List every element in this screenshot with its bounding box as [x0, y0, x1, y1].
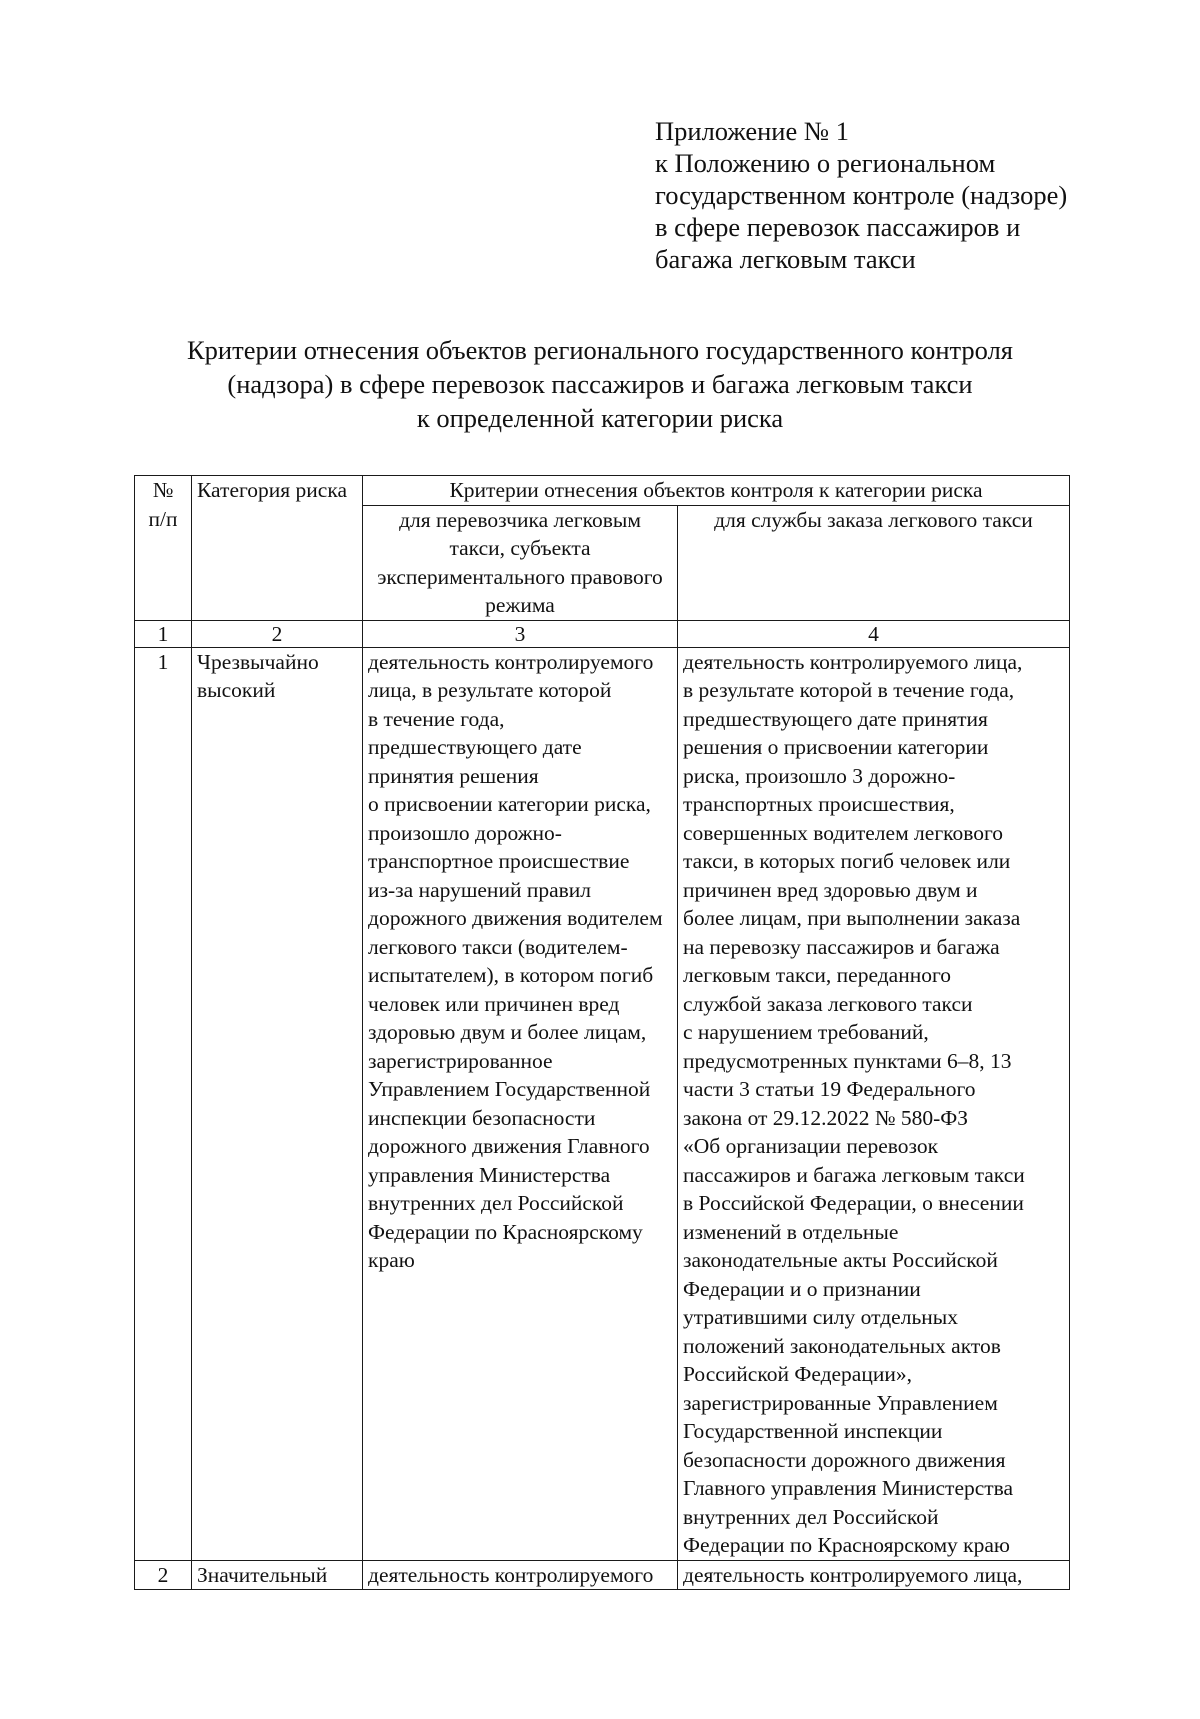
- header-carrier: [363, 505, 678, 620]
- cell-line: совершенных водителем легкового: [683, 820, 1004, 845]
- row-carrier-criteria: [363, 647, 678, 1560]
- title-line: Критерии отнесения объектов регионального государственного контроля: [187, 335, 1013, 365]
- cell-line: в результате которой в течение года,: [683, 678, 1015, 702]
- header-carrier-line: режима: [485, 593, 555, 617]
- appendix-line: государственном контроле (надзоре): [655, 180, 1068, 210]
- header-service: для службы заказа легкового такси: [678, 505, 1070, 620]
- cell-line: Значительный: [197, 1562, 328, 1587]
- header-criteria: Критерии отнесения объектов контроля к категории риска: [363, 476, 1070, 506]
- cell-line: испытателем), в котором погиб: [368, 963, 654, 987]
- cell-line: здоровью двум и более лицам,: [368, 1020, 647, 1044]
- cell-line: внутренних дел Российской: [683, 1504, 939, 1529]
- column-number: 2: [192, 620, 363, 647]
- cell-line: в Российской Федерации, о внесении: [683, 1191, 1024, 1215]
- cell-line: утратившими силу отдельных: [683, 1305, 958, 1329]
- cell-line: деятельность контролируемого лица,: [683, 649, 1023, 674]
- row-category: [192, 1560, 363, 1590]
- cell-line: зарегистрированное: [368, 1048, 553, 1073]
- header-carrier-line: для перевозчика легковым: [399, 507, 641, 532]
- row-num: 2: [135, 1560, 192, 1590]
- cell-line: закона от 29.12.2022 № 580-ФЗ: [683, 1105, 968, 1130]
- appendix-line: Приложение № 1: [655, 116, 850, 146]
- cell-line: службой заказа легкового такси: [683, 991, 973, 1016]
- table-row: [135, 647, 1070, 1560]
- cell-line: легковым такси, переданного: [683, 963, 952, 987]
- cell-line: части 3 статьи 19 Федерального: [683, 1077, 976, 1101]
- cell-line: Чрезвычайно: [197, 649, 319, 674]
- cell-line: Федерации и о признании: [683, 1276, 921, 1301]
- row-service-criteria: [678, 647, 1070, 1560]
- cell-line: законодательные акты Российской: [683, 1248, 998, 1272]
- cell-line: предусмотренных пунктами 6–8, 13: [683, 1048, 1012, 1073]
- cell-line: деятельность контролируемого лица,: [683, 1562, 1023, 1587]
- header-carrier-line: такси, субъекта: [449, 536, 591, 560]
- cell-line: внутренних дел Российской: [368, 1191, 624, 1215]
- cell-line: краю: [368, 1248, 415, 1272]
- cell-line: такси, в которых погиб человек или: [683, 849, 1011, 873]
- appendix-line: в сфере перевозок пассажиров и: [655, 212, 1021, 242]
- cell-line: «Об организации перевозок: [683, 1134, 939, 1158]
- cell-line: высокий: [197, 678, 276, 702]
- cell-line: предшествующего дате принятия: [683, 706, 988, 731]
- cell-line: дорожного движения водителем: [368, 906, 663, 930]
- title-line: к определенной категории риска: [416, 403, 784, 433]
- cell-line: более лицам, при выполнении заказа: [683, 906, 1021, 930]
- cell-line: лица, в результате которой: [368, 678, 612, 702]
- cell-line: положений законодательных актов: [683, 1333, 1001, 1358]
- cell-line: человек или причинен вред: [368, 991, 620, 1016]
- cell-line: пассажиров и багажа легковым такси: [683, 1162, 1025, 1187]
- cell-line: инспекции безопасности: [368, 1105, 596, 1130]
- cell-line: произошло дорожно-: [368, 820, 562, 845]
- cell-line: Федерации по Красноярскому краю: [683, 1533, 1010, 1557]
- column-number: 1: [135, 620, 192, 647]
- cell-line: Управлением Государственной: [368, 1077, 651, 1101]
- table-row: [135, 1560, 1070, 1590]
- row-category: [192, 647, 363, 1560]
- appendix-heading: [655, 115, 1125, 275]
- column-number-row: [135, 620, 1070, 647]
- cell-line: риска, произошло 3 дорожно-: [683, 763, 956, 788]
- cell-line: безопасности дорожного движения: [683, 1447, 1006, 1472]
- cell-line: транспортных происшествия,: [683, 792, 955, 816]
- cell-line: на перевозку пассажиров и багажа: [683, 934, 1000, 959]
- cell-line: деятельность контролируемого: [368, 1562, 654, 1587]
- cell-line: зарегистрированные Управлением: [683, 1390, 998, 1415]
- header-num-line: п/п: [148, 506, 178, 531]
- header-num-line: №: [152, 478, 174, 502]
- row-carrier-criteria: [363, 1560, 678, 1590]
- header-carrier-line: экспериментального правового: [377, 564, 663, 589]
- column-number: 4: [678, 620, 1070, 647]
- cell-line: принятия решения: [368, 763, 539, 788]
- cell-line: Государственной инспекции: [683, 1419, 943, 1443]
- risk-criteria-table: [134, 475, 1070, 1590]
- cell-line: управления Министерства: [368, 1162, 611, 1187]
- row-service-criteria: [678, 1560, 1070, 1590]
- cell-line: о присвоении категории риска,: [368, 792, 651, 816]
- cell-line: решения о присвоении категории: [683, 735, 989, 759]
- cell-line: в течение года,: [368, 706, 505, 731]
- appendix-line: к Положению о региональном: [655, 148, 996, 178]
- cell-line: деятельность контролируемого: [368, 649, 654, 674]
- cell-line: причинен вред здоровью двум и: [683, 877, 978, 902]
- header-category: Категория риска: [192, 476, 363, 621]
- cell-line: Российской Федерации»,: [683, 1362, 912, 1386]
- cell-line: предшествующего дате: [368, 735, 582, 759]
- header-num: [135, 476, 192, 621]
- cell-line: из-за нарушений правил: [368, 877, 592, 902]
- table-header-row: [135, 476, 1070, 506]
- row-num: 1: [135, 647, 192, 1560]
- cell-line: транспортное происшествие: [368, 849, 630, 873]
- cell-line: дорожного движения Главного: [368, 1134, 650, 1158]
- cell-line: изменений в отдельные: [683, 1219, 899, 1244]
- column-number: 3: [363, 620, 678, 647]
- title-line: (надзора) в сфере перевозок пассажиров и багажа легковым такси: [227, 369, 973, 399]
- cell-line: легкового такси (водителем-: [368, 934, 628, 959]
- document-title: [120, 333, 1080, 435]
- cell-line: Федерации по Красноярскому: [368, 1219, 643, 1244]
- appendix-line: багажа легковым такси: [655, 244, 916, 274]
- cell-line: Главного управления Министерства: [683, 1476, 1014, 1500]
- cell-line: с нарушением требований,: [683, 1020, 929, 1044]
